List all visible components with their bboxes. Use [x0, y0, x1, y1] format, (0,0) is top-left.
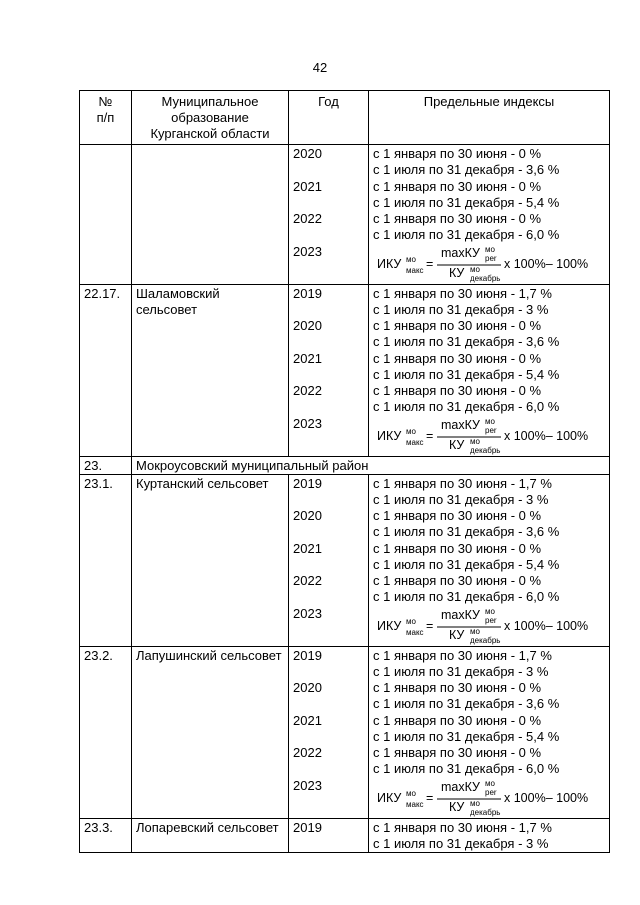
- year-value: 2023: [293, 243, 322, 259]
- formula-lhs-sub: макс: [406, 799, 424, 809]
- index-line: с 1 июля по 31 декабря - 3,6 %: [373, 162, 560, 178]
- formula-wrap: [373, 778, 605, 818]
- formula-den-sup: мо: [470, 798, 480, 808]
- formula-num-sup: мо: [485, 244, 495, 254]
- row-number: 23.2.: [80, 646, 132, 818]
- formula-lhs: ИКУ: [377, 256, 402, 271]
- year-value: 2020: [293, 318, 322, 333]
- municipality-row: [80, 284, 610, 456]
- formula-numerator: maxКУ: [441, 779, 480, 794]
- index-line: с 1 июля по 31 декабря - 6,0 %: [373, 589, 560, 605]
- formula-den-sub: декабрь: [470, 445, 501, 455]
- index-line: с 1 июля по 31 декабря - 3,6 %: [373, 334, 560, 350]
- index-line: с 1 января по 30 июня - 0 %: [373, 712, 542, 728]
- index-line: с 1 января по 30 июня - 1,7 %: [373, 475, 552, 491]
- index-line: с 1 июля по 31 декабря - 3 %: [373, 663, 549, 679]
- row-number: 23.1.: [80, 474, 132, 646]
- municipality-name: [132, 145, 289, 285]
- index-line: с 1 января по 30 июня - 0 %: [373, 680, 542, 695]
- formula-denominator: КУ: [449, 265, 465, 280]
- formula-lhs-sup: мо: [406, 426, 416, 436]
- years-cell: [289, 818, 369, 853]
- formula-eq: =: [426, 618, 434, 633]
- formula-denominator: КУ: [449, 437, 465, 452]
- index-line: с 1 января по 30 июня - 0 %: [373, 211, 542, 226]
- formula-denominator: КУ: [449, 799, 465, 814]
- municipality-name: Лопаревский сельсовет: [132, 818, 289, 853]
- years-cell: [289, 646, 369, 818]
- index-line: с 1 июля по 31 декабря - 5,4 %: [373, 194, 560, 210]
- header-year: Год: [289, 91, 369, 145]
- row-number: 23.3.: [80, 818, 132, 853]
- header-num-line: п/п: [96, 110, 115, 125]
- municipality-name: Шаламовский сельсовет: [132, 284, 289, 456]
- index-line: с 1 января по 30 июня - 0 %: [373, 146, 542, 161]
- indices-cell: [369, 284, 610, 456]
- formula-eq: =: [426, 256, 434, 271]
- index-line: с 1 января по 30 июня - 0 %: [373, 540, 542, 556]
- year-value: 2019: [293, 285, 322, 301]
- year-value: 2019: [293, 647, 322, 663]
- formula-den-sub: декабрь: [470, 807, 501, 817]
- municipality-name: Лапушинский сельсовет: [132, 646, 289, 818]
- limit-index-formula: [373, 779, 605, 817]
- formula-numerator: maxКУ: [441, 607, 480, 622]
- index-line: с 1 января по 30 июня - 0 %: [373, 508, 542, 523]
- year-value: 2022: [293, 573, 322, 588]
- index-line: с 1 января по 30 июня - 0 %: [373, 350, 542, 366]
- year-value: 2021: [293, 178, 322, 194]
- year-value: 2023: [293, 605, 322, 621]
- indices-cell: [369, 646, 610, 818]
- index-line: с 1 июля по 31 декабря - 6,0 %: [373, 761, 560, 777]
- formula-wrap: [373, 244, 605, 284]
- formula-num-sub: per: [485, 425, 497, 435]
- year-value: 2020: [293, 146, 322, 161]
- index-line: с 1 января по 30 июня - 1,7 %: [373, 647, 552, 663]
- limit-index-formula: [373, 607, 605, 645]
- index-line: с 1 июля по 31 декабря - 5,4 %: [373, 366, 560, 382]
- formula-num-sub: per: [485, 615, 497, 625]
- formula-den-sub: декабрь: [470, 273, 501, 283]
- formula-wrap: [373, 606, 605, 646]
- municipality-row: [80, 145, 610, 285]
- index-line: с 1 января по 30 июня - 1,7 %: [373, 819, 552, 835]
- formula-den-sub: декабрь: [470, 635, 501, 645]
- formula-tail: х 100%– 100%: [504, 790, 589, 805]
- formula-lhs: ИКУ: [377, 428, 402, 443]
- header-num: [80, 91, 132, 145]
- index-line: с 1 июля по 31 декабря - 5,4 %: [373, 556, 560, 572]
- year-value: 2021: [293, 712, 322, 728]
- formula-eq: =: [426, 790, 434, 805]
- index-line: с 1 июля по 31 декабря - 6,0 %: [373, 399, 560, 415]
- formula-num-sub: per: [485, 253, 497, 263]
- formula-numerator: maxКУ: [441, 417, 480, 432]
- year-value: 2022: [293, 383, 322, 398]
- formula-numerator: maxКУ: [441, 245, 480, 260]
- indices-cell: [369, 145, 610, 285]
- formula-wrap: [373, 416, 605, 456]
- formula-eq: =: [426, 428, 434, 443]
- formula-lhs-sub: макс: [406, 627, 424, 637]
- municipality-row: [80, 818, 610, 853]
- formula-den-sup: мо: [470, 264, 480, 274]
- year-value: 2020: [293, 508, 322, 523]
- municipality-name: Куртанский сельсовет: [132, 474, 289, 646]
- formula-lhs-sub: макс: [406, 437, 424, 447]
- formula-num-sup: мо: [485, 606, 495, 616]
- index-line: с 1 января по 30 июня - 1,7 %: [373, 285, 552, 301]
- formula-tail: х 100%– 100%: [504, 428, 589, 443]
- formula-tail: х 100%– 100%: [504, 618, 589, 633]
- municipality-row: [80, 474, 610, 646]
- indices-table: [79, 90, 610, 853]
- header-municipality: Муниципальное образование Курганской области: [132, 91, 289, 145]
- row-number: 23.: [80, 456, 132, 474]
- indices-cell: [369, 818, 610, 853]
- index-line: с 1 июля по 31 декабря - 3,6 %: [373, 696, 560, 712]
- index-line: с 1 января по 30 июня - 0 %: [373, 573, 542, 588]
- index-line: с 1 января по 30 июня - 0 %: [373, 318, 542, 333]
- index-line: с 1 января по 30 июня - 0 %: [373, 178, 542, 194]
- district-name: Мокроусовский муниципальный район: [132, 456, 610, 474]
- formula-num-sup: мо: [485, 778, 495, 788]
- formula-tail: х 100%– 100%: [504, 256, 589, 271]
- limit-index-formula: [373, 417, 605, 455]
- year-value: 2019: [293, 475, 322, 491]
- formula-lhs: ИКУ: [377, 790, 402, 805]
- formula-lhs-sup: мо: [406, 616, 416, 626]
- index-line: с 1 июля по 31 декабря - 3 %: [373, 491, 549, 507]
- row-number: 22.17.: [80, 284, 132, 456]
- limit-index-formula: [373, 245, 605, 283]
- index-line: с 1 июля по 31 декабря - 3 %: [373, 835, 549, 851]
- formula-lhs-sup: мо: [406, 254, 416, 264]
- formula-lhs: ИКУ: [377, 618, 402, 633]
- table-header-row: [80, 91, 610, 145]
- formula-num-sub: per: [485, 787, 497, 797]
- year-value: 2021: [293, 540, 322, 556]
- header-indices: Предельные индексы: [369, 91, 610, 145]
- years-cell: [289, 474, 369, 646]
- header-num-line: №: [98, 94, 113, 109]
- formula-den-sup: мо: [470, 436, 480, 446]
- year-value: 2023: [293, 777, 322, 793]
- district-row: [80, 456, 610, 474]
- formula-num-sup: мо: [485, 416, 495, 426]
- index-line: с 1 июля по 31 декабря - 6,0 %: [373, 227, 560, 243]
- index-line: с 1 июля по 31 декабря - 3 %: [373, 301, 549, 317]
- year-value: 2020: [293, 680, 322, 695]
- index-line: с 1 января по 30 июня - 0 %: [373, 745, 542, 760]
- years-cell: [289, 145, 369, 285]
- year-value: 2021: [293, 350, 322, 366]
- year-value: 2019: [293, 819, 322, 835]
- formula-lhs-sup: мо: [406, 788, 416, 798]
- row-number: [80, 145, 132, 285]
- table-body: [80, 145, 610, 853]
- page-number: 42: [312, 60, 328, 75]
- index-line: с 1 июля по 31 декабря - 5,4 %: [373, 728, 560, 744]
- indices-cell: [369, 474, 610, 646]
- year-value: 2022: [293, 211, 322, 226]
- municipality-row: [80, 646, 610, 818]
- index-line: с 1 января по 30 июня - 0 %: [373, 383, 542, 398]
- formula-denominator: КУ: [449, 627, 465, 642]
- formula-den-sup: мо: [470, 626, 480, 636]
- formula-lhs-sub: макс: [406, 265, 424, 275]
- year-value: 2022: [293, 745, 322, 760]
- year-value: 2023: [293, 415, 322, 431]
- index-line: с 1 июля по 31 декабря - 3,6 %: [373, 524, 560, 540]
- years-cell: [289, 284, 369, 456]
